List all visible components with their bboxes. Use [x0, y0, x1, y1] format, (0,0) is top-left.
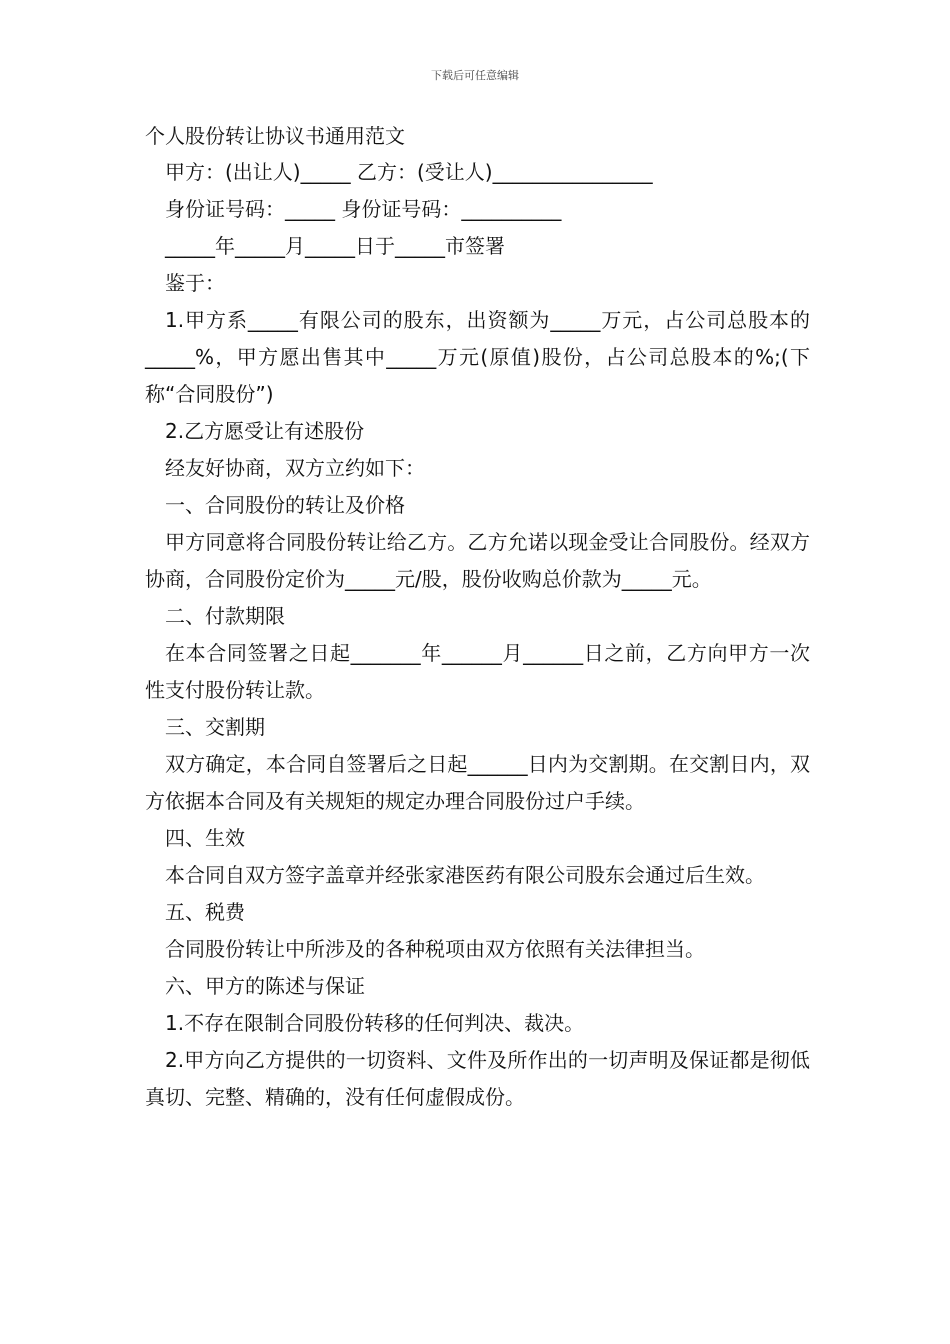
- signing-date-line: _____年_____月_____日于_____市签署: [165, 234, 505, 258]
- page-header-note: 下载后可任意编辑: [431, 69, 519, 82]
- section-1-body: 甲方同意将合同股份转让给乙方。乙方允诺以现金受让合同股份。经双方协商，合同股份定价为_____元/股，股份收购总价款为_____元。: [145, 530, 810, 591]
- section-4-title: 四、生效: [165, 826, 245, 850]
- section-5-title: 五、税费: [165, 900, 245, 924]
- section-2-title: 二、付款期限: [165, 604, 285, 628]
- section-6-item-1: 1.不存在限制合同股份转移的任何判决、裁决。: [165, 1011, 585, 1035]
- section-6-title: 六、甲方的陈述与保证: [165, 974, 365, 998]
- whereas-clause-2: 2.乙方愿受让有述股份: [165, 419, 365, 443]
- section-3-title: 三、交割期: [165, 715, 265, 739]
- agreement-intro: 经友好协商，双方立约如下：: [165, 456, 425, 480]
- id-number-line: 身份证号码：_____ 身份证号码：__________: [165, 197, 562, 221]
- whereas-heading: 鉴于：: [165, 271, 225, 295]
- section-4-body: 本合同自双方签字盖章并经张家港医药有限公司股东会通过后生效。: [165, 863, 765, 887]
- section-5-body: 合同股份转让中所涉及的各种税项由双方依照有关法律担当。: [165, 937, 705, 961]
- document-body: [145, 120, 810, 1116]
- party-line: 甲方：(出让人)_____ 乙方：(受让人)________________: [165, 160, 653, 184]
- section-6-item-2: 2.甲方向乙方提供的一切资料、文件及所作出的一切声明及保证都是彻低真切、完整、精确的，没有任何虚假成份。: [145, 1048, 810, 1109]
- whereas-clause-1: 1.甲方系_____有限公司的股东，出资额为_____万元，占公司总股本的_____%，甲方愿出售其中_____万元(原值)股份，占公司总股本的%;(下称“合同股份”): [145, 308, 810, 406]
- section-1-title: 一、合同股份的转让及价格: [165, 493, 405, 517]
- section-2-body: 在本合同签署之日起_______年______月______日之前，乙方向甲方一次性支付股份转让款。: [145, 641, 810, 702]
- section-3-body: 双方确定，本合同自签署后之日起______日内为交割期。在交割日内，双方依据本合同及有关规矩的规定办理合同股份过户手续。: [145, 752, 810, 813]
- document-title: 个人股份转让协议书通用范文: [145, 124, 405, 148]
